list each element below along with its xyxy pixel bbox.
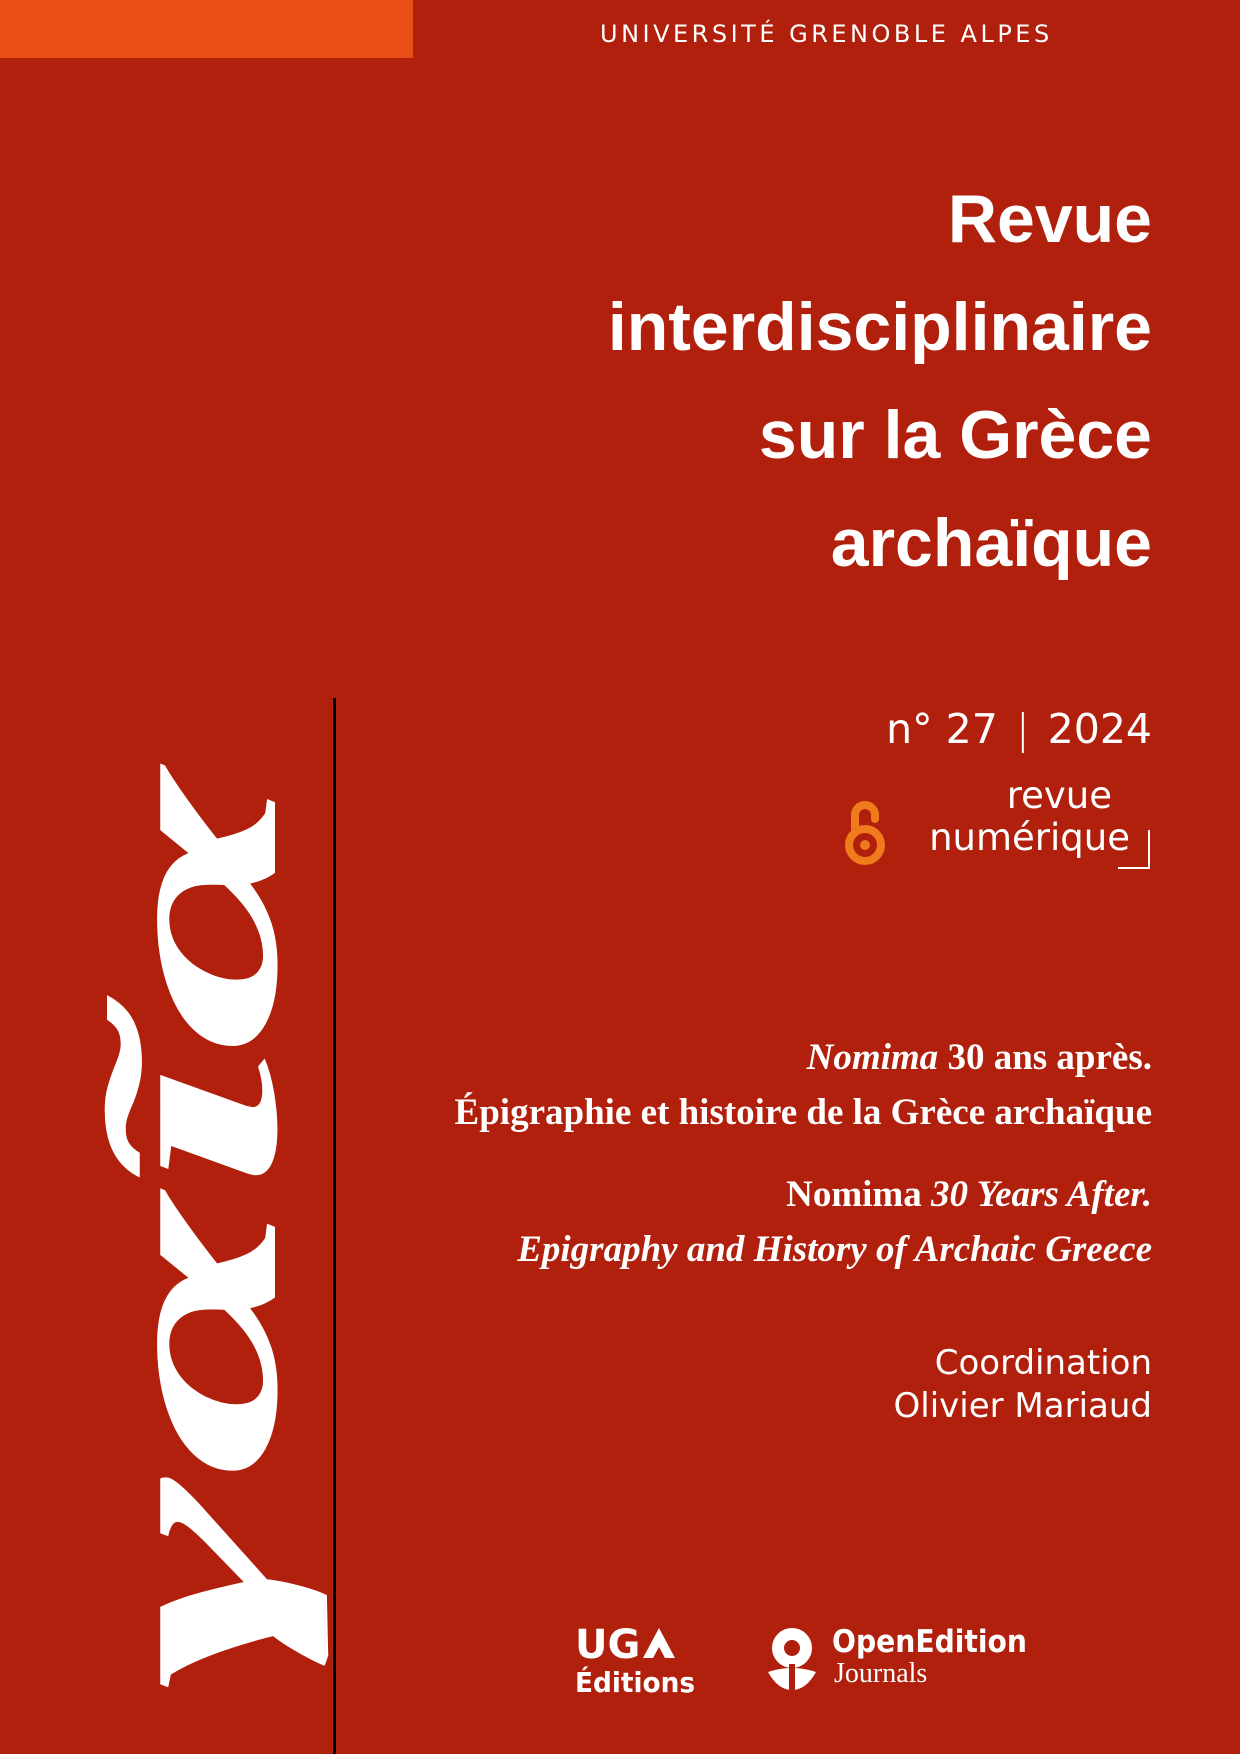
theme-english bbox=[517, 1167, 1152, 1277]
format-label bbox=[929, 775, 1130, 859]
oe-logo-sub: Journals bbox=[834, 1658, 928, 1689]
theme-en-line2: Epigraphy and History of Archaic Greece bbox=[517, 1229, 1152, 1270]
oe-logo-name: OpenEdition bbox=[832, 1624, 1027, 1660]
issue-year: 2024 bbox=[1047, 705, 1152, 753]
title-line-2: interdisciplinaire bbox=[607, 289, 1152, 365]
issue-info bbox=[886, 705, 1152, 753]
issue-number: n° 27 bbox=[886, 705, 998, 753]
coordination-label: Coordination bbox=[934, 1343, 1152, 1383]
theme-fr-rest: 30 ans après. bbox=[938, 1037, 1152, 1078]
theme-french bbox=[455, 1030, 1152, 1140]
title-line-4: archaïque bbox=[830, 505, 1152, 581]
format-line-2: numérique bbox=[929, 816, 1130, 859]
theme-fr-line2: Épigraphie et histoire de la Grèce archaïque bbox=[454, 1092, 1152, 1133]
title-line-1: Revue bbox=[947, 181, 1152, 257]
issue-separator: | bbox=[1015, 705, 1030, 753]
theme-fr-italic: Nomima bbox=[806, 1037, 939, 1078]
logo-text: γαῖα bbox=[53, 1239, 330, 1690]
journal-title bbox=[432, 165, 1152, 597]
uga-editions-logo bbox=[575, 1620, 703, 1699]
coordination-name: Olivier Mariaud bbox=[893, 1386, 1152, 1426]
theme-en-italic: 30 Years After. bbox=[931, 1174, 1152, 1215]
uga-logo-bottom: Éditions bbox=[575, 1666, 703, 1699]
uga-logo-top: UG bbox=[575, 1622, 641, 1668]
coordination bbox=[894, 1342, 1153, 1428]
format-line-1: revue bbox=[1006, 774, 1112, 817]
vertical-rule bbox=[333, 698, 336, 1754]
title-line-3: sur la Grèce bbox=[758, 397, 1152, 473]
orange-band bbox=[0, 0, 413, 58]
theme-en-name: Nomima bbox=[786, 1174, 931, 1215]
corner-mark bbox=[1118, 830, 1150, 869]
journal-logo bbox=[53, 760, 330, 1700]
university-name: UNIVERSITÉ GRENOBLE ALPES bbox=[600, 20, 1053, 48]
openedition-journals-logo bbox=[762, 1620, 1032, 1695]
open-access-icon bbox=[840, 795, 890, 867]
